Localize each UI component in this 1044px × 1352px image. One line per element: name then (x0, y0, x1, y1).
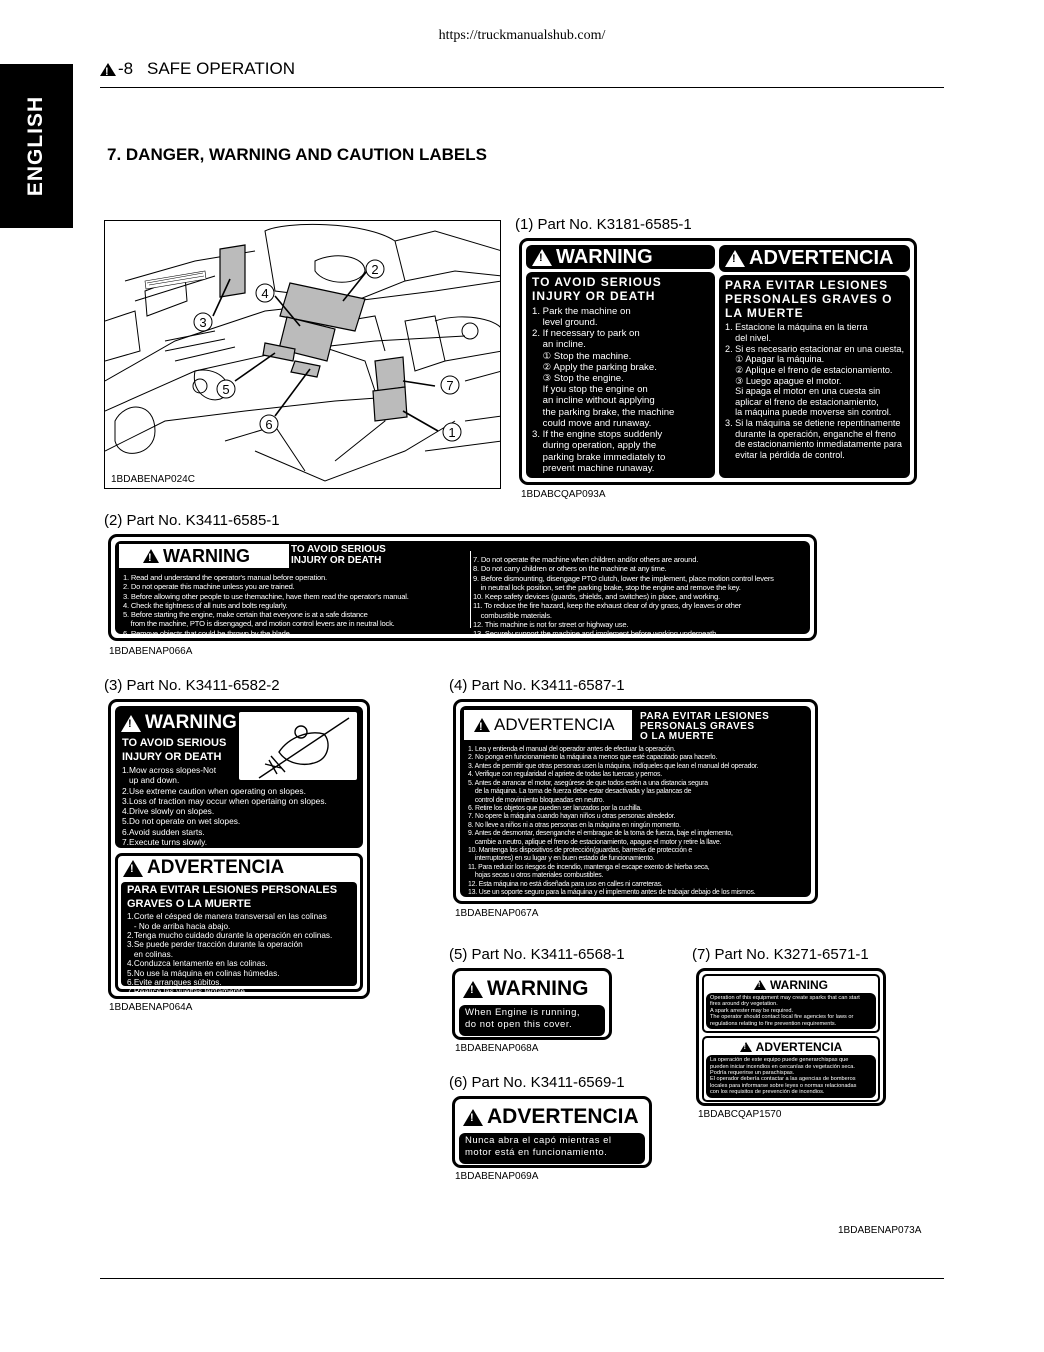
label-2-sub (291, 545, 386, 566)
text-line: interruptores) en su lugar y en buen estado de funcionamiento. (468, 855, 655, 863)
text-line: 3.Loss of traction may occur when opertaing on slopes. (122, 795, 327, 806)
label-6 (452, 1096, 652, 1168)
text-line: 6. Remove objects that could be thrown by the blade. (123, 628, 292, 638)
callout-5: 5 (222, 382, 230, 397)
text-line: A spark arrester may be required. (710, 1007, 794, 1014)
label-1-en-lines (532, 306, 709, 474)
text-line: 1. Estacione la máquina en la tierra (725, 322, 868, 333)
label-3-caption: (3) Part No. K3411-6582-2 (104, 677, 280, 694)
label-4-code: 1BDABENAP067A (455, 908, 539, 919)
text-line: del nivel. (725, 333, 772, 344)
text-line: hojas secas u otros materiales combustibles. (468, 872, 604, 880)
text-line: 3. If the engine stops suddenly (532, 429, 663, 441)
text-line: 4.Drive slowly on slopes. (122, 806, 215, 817)
label-5-header-text: WARNING (487, 977, 589, 1000)
page-number (100, 59, 133, 79)
text-line: 9. Before dismounting, disengage PTO clutch, lower the implement, place motion control levers (473, 573, 774, 583)
label-3-en-sub1: TO AVOID SERIOUS (122, 737, 227, 749)
label-5-line2: do not open this cover. (465, 1019, 573, 1031)
text-line: 10. Keep safety devices (guards, shields, and switches) in place, and working. (473, 592, 720, 601)
warning-triangle-icon (463, 1109, 483, 1126)
text-line: Operation of this equipment may create sparks that can start (710, 995, 860, 1001)
label-7-es-header (704, 1038, 878, 1055)
label-1-en-header-text: WARNING (556, 245, 653, 268)
text-line: 2. Do not operate this machine unless you are trained. (123, 582, 295, 592)
text-line: during operation, apply the (532, 440, 657, 452)
label-7-es-panel (702, 1036, 880, 1102)
label-6-header (459, 1103, 645, 1131)
label-6-header-text: ADVERTENCIA (487, 1105, 639, 1128)
label-2 (108, 534, 817, 641)
text-line: 11. To reduce the fire hazard, keep the exhaust clear of dry grass, dry leaves or other (473, 601, 742, 611)
label-3-en-text (122, 738, 362, 847)
label-2-sub-line1: TO AVOID SERIOUS (291, 544, 386, 555)
label-1-code: 1BDABCQAP093A (521, 489, 606, 500)
callout-3: 3 (199, 315, 207, 330)
label-3-es-sub2: GRAVES O LA MUERTE (127, 897, 252, 910)
label-6-line1: Nunca abra el capó mientras el (465, 1135, 612, 1146)
text-line: an incline. (532, 339, 586, 351)
warning-triangle-icon (463, 981, 483, 998)
page-number-text: -8 (118, 59, 134, 78)
page-code: 1BDABENAP073A (838, 1225, 922, 1236)
text-line: evitar la pérdida de control. (725, 449, 845, 460)
label-7-en-header-text: WARNING (770, 977, 828, 992)
text-line: The operator should contact local fire agencies for laws or (710, 1014, 854, 1021)
text-line: parking brake immediately to (532, 451, 666, 463)
text-line: 3. Antes de permitir que otras personas usen la máquina, indíqueles que lean el manual del operador. (468, 762, 759, 770)
source-url: https://truckmanualshub.com/ (438, 28, 606, 43)
text-line: de la máquina. La toma de fuerza debe estar desactivada y las palancas de (468, 788, 692, 796)
text-line: 5. Before starting the engine, make certain that everyone is at a safe distance (123, 610, 368, 619)
label-6-line2: motor está en funcionamiento. (465, 1147, 608, 1159)
callout-2: 2 (371, 262, 379, 277)
label-2-header (119, 544, 289, 568)
label-3-code: 1BDABENAP064A (109, 1002, 193, 1013)
label-3-en-header-text: WARNING (145, 712, 237, 733)
label-3-en-header (121, 712, 237, 734)
label-1-es-header-text: ADVERTENCIA (749, 247, 894, 269)
label-5-code: 1BDABENAP068A (455, 1043, 539, 1054)
section-title: 7. DANGER, WARNING AND CAUTION LABELS (107, 145, 487, 164)
text-line: 3. Before allowing other people to use themachine, have them read the operator's manual. (123, 591, 409, 601)
warning-triangle-icon (474, 718, 490, 732)
text-line: 2.Use extreme caution when operating on slopes. (122, 785, 306, 796)
text-line: combustible materials. (473, 610, 552, 620)
text-line: durante la operación, enganche el freno (725, 428, 896, 439)
label-3 (108, 699, 370, 999)
text-line: 11. Para reducir los riesgos de incendio, mantenga el escape exento de hierba seca, (468, 863, 710, 871)
label-4-sub-line1: PARA EVITAR LESIONES (640, 711, 770, 722)
warning-triangle-icon (123, 860, 143, 877)
text-line: 1. Park the machine on (532, 305, 631, 317)
warning-triangle-icon (100, 63, 116, 76)
text-line: If you stop the engine on (532, 384, 648, 396)
text-line: 3.Se puede perder tracción durante la operación (127, 940, 303, 950)
label-3-es-sub1: PARA EVITAR LESIONES PERSONALES (127, 884, 338, 896)
text-line: 1. Lea y entienda el manual del operador antes de efectuar la operación. (468, 746, 676, 753)
text-line: ② Apply the parking brake. (532, 361, 657, 373)
language-tab (0, 64, 73, 228)
label-3-es-header-text: ADVERTENCIA (147, 857, 285, 878)
label-1 (519, 238, 917, 485)
text-line: 1.Mow across slopes-Not (122, 765, 217, 776)
label-7-es-lines (706, 1055, 876, 1098)
text-line: 5. Antes de arrancar el motor, asegúrese de que todos estén a una distancia segura (468, 779, 708, 787)
label-5-caption: (5) Part No. K3411-6568-1 (449, 946, 625, 963)
label-7-es-header-text: ADVERTENCIA (755, 1039, 843, 1054)
label-4-lines (468, 746, 805, 898)
label-7-en-panel (702, 974, 880, 1033)
label-1-es-body (719, 275, 910, 478)
label-3-es-panel (115, 853, 363, 997)
label-7-caption: (7) Part No. K3271-6571-1 (692, 946, 869, 963)
text-line: 10. Mantenga los dispositivos de protección(guardas, barreras de protección e (468, 847, 692, 855)
label-2-header-text: WARNING (163, 545, 250, 566)
label-1-en-sub: TO AVOID SERIOUS INJURY OR DEATH (532, 275, 662, 303)
warning-triangle-icon (754, 980, 766, 990)
label-4-sub-line3: O LA MUERTE (640, 731, 715, 742)
text-line: 1. Read and understand the operator's manual before operation. (123, 573, 327, 582)
label-1-en-body (526, 272, 715, 478)
label-5 (452, 968, 612, 1040)
text-line: could move and runaway. (532, 417, 652, 429)
label-7 (696, 968, 886, 1106)
label-1-es-sub: PARA EVITAR LESIONES PERSONALES GRAVES O LA MUERTE (725, 278, 893, 320)
label-2-sub-line2: INJURY OR DEATH (291, 554, 382, 566)
page-header (100, 58, 944, 88)
text-line: locales para informarse sobre leyes o normas relacionadas (710, 1082, 857, 1089)
text-line: in neutral lock position, set the parking brake, stop the engine and remove the key. (473, 582, 741, 592)
warning-triangle-icon (725, 250, 745, 267)
text-line: El operador debería contactar a las agencias de bomberos (710, 1076, 856, 1083)
label-location-figure (104, 220, 501, 489)
label-7-en-lines (706, 993, 876, 1029)
label-6-code: 1BDABENAP069A (455, 1171, 539, 1182)
text-line: 8. No lleve a niños ni a otras personas en la máquina en ningún momento. (468, 821, 681, 829)
warning-triangle-icon (532, 249, 552, 266)
label-3-es-lines (127, 912, 351, 997)
text-line: ① Stop the machine. (532, 350, 632, 362)
label-1-es-lines (725, 322, 904, 460)
footer-rule (100, 1278, 944, 1279)
text-line: ② Aplique el freno de estacionamiento. (725, 364, 893, 375)
text-line: pueden iniciar incendios en cercanías de vegetación seca. (710, 1063, 855, 1070)
label-6-body (459, 1133, 645, 1164)
section-name: SAFE OPERATION (147, 59, 295, 78)
label-3-es-header (118, 856, 360, 880)
text-line: 6.Evite arranques súbitos. (127, 978, 222, 988)
text-line: la máquina puede moverse sin control. (725, 407, 892, 418)
callout-7: 7 (446, 378, 454, 393)
text-line: aplicar el freno de estacionamiento, (725, 396, 879, 407)
text-line: 3. Si la máquina se detiene repentinamente (725, 418, 901, 429)
callout-4: 4 (261, 286, 269, 301)
mower-illustration (105, 221, 501, 489)
text-line: ③ Stop the engine. (532, 373, 624, 385)
label-2-right-lines (473, 555, 813, 638)
label-2-divider (470, 551, 471, 628)
text-line: from the machine, PTO is disengaged, and motion control levers are in neutral lock. (123, 619, 395, 629)
text-line: de estacionamiento inmediatamente para (725, 439, 902, 450)
label-3-es-body (121, 882, 357, 997)
text-line: the parking brake, the machine (532, 406, 675, 418)
text-line: 6. Retire los objetos que pueden ser lanzados por la cuchilla. (468, 804, 642, 812)
text-line: an incline without applying (532, 395, 655, 407)
label-4-header-text: ADVERTENCIA (494, 715, 615, 734)
label-3-en-lines (122, 765, 362, 847)
text-line: 2.Tenga mucho cuidado durante la operación en colinas. (127, 930, 333, 940)
text-line: prevent machine runaway. (532, 462, 655, 474)
figure-code: 1BDABENAP024C (111, 474, 195, 485)
text-line: 4.Conduzca lentamente en las colinas. (127, 959, 268, 969)
text-line: Podría requerirse un parachispas. (710, 1069, 795, 1076)
label-2-code: 1BDABENAP066A (109, 646, 193, 657)
label-4-sub-line2: PERSONALS GRAVES (640, 721, 755, 732)
label-4 (453, 699, 818, 904)
label-3-en-panel (115, 706, 363, 848)
text-line: up and down. (122, 775, 180, 786)
text-line: 8. Do not carry children or others on the machine at any time. (473, 564, 667, 574)
text-line: 7. No opere la máquina cuando hayan niños u otras personas alrededor. (468, 813, 676, 821)
warning-triangle-icon (143, 549, 159, 563)
warning-triangle-icon (740, 1042, 752, 1052)
text-line: 7.Realice las vueltas lentamente. (127, 987, 248, 997)
label-5-body (459, 1005, 605, 1036)
text-line: 12. This machine is not for street or highway use. (473, 619, 629, 629)
label-4-sub (640, 712, 769, 742)
label-4-caption: (4) Part No. K3411-6587-1 (449, 677, 625, 694)
label-1-caption: (1) Part No. K3181-6585-1 (515, 216, 692, 233)
text-line: level ground. (532, 316, 598, 328)
label-7-en-header (704, 976, 878, 993)
text-line: - No de arriba hacia abajo. (127, 921, 231, 931)
text-line: 4. Check the tightness of all nuts and bolts regularly. (123, 600, 288, 610)
text-line: 12. Esta máquina no está diseñada para uso en calles ni carreteras. (468, 880, 663, 888)
text-line: 13. Securely support the machine and implement before working underneath. (473, 629, 719, 638)
text-line: 2. No ponga en funcionamiento la máquina a menos que esté capacitado para hacerlo. (468, 754, 718, 762)
label-5-line1: When Engine is running, (465, 1007, 581, 1018)
text-line: cambie a neutro, aplique el freno de estacionamiento, apague el motor y retire la llave. (468, 838, 722, 846)
text-line: Si apaga el motor en una cuesta sin (725, 386, 881, 397)
label-1-es-header (719, 245, 910, 272)
text-line: 13. Use un soporte seguro para la máquina y el implemento antes de trabajar debajo de los mismos. (468, 889, 756, 897)
text-line: ① Apagar la máquina. (725, 354, 825, 365)
text-line: 6.Avoid sudden starts. (122, 826, 205, 837)
text-line: control de movimiento bloqueadas en neutro. (468, 796, 605, 804)
text-line: 7.Execute turns slowly. (122, 836, 208, 847)
text-line: 1.Corte el césped de manera transversal en las colinas (127, 912, 327, 922)
text-line: fires around dry vegetation. (710, 1001, 778, 1008)
text-line: La operación de este equipo puede generarchispas que (710, 1057, 849, 1064)
text-line: 2. If necessary to park on (532, 328, 640, 340)
label-4-header (464, 710, 632, 740)
text-line: en colinas. (127, 949, 173, 959)
text-line: regulations relating to fire prevention requirements. (710, 1020, 837, 1027)
text-line: 2. Si es necesario estacionar en una cuesta, (725, 343, 904, 354)
language-tab-label: ENGLISH (24, 95, 47, 197)
label-3-en-sub2: INJURY OR DEATH (122, 750, 222, 763)
label-5-header (459, 975, 605, 1003)
label-6-caption: (6) Part No. K3411-6569-1 (449, 1074, 625, 1091)
label-2-caption: (2) Part No. K3411-6585-1 (104, 512, 280, 529)
text-line: con los requisitos de prevención de incendios. (710, 1089, 825, 1096)
text-line: 5.No use la máquina en colinas húmedas. (127, 968, 280, 978)
text-line: 9. Antes de desmontar, desenganche el embrague de la toma de fuerza, baje el implemento, (468, 830, 733, 838)
text-line: ③ Luego apague el motor. (725, 375, 842, 386)
warning-triangle-icon (121, 715, 141, 732)
text-line: 7. Do not operate the machine when children and/or others are around. (473, 555, 699, 564)
label-2-left-lines (123, 573, 468, 638)
text-line: 4. Verifique con regularidad el apriete de todas las tuercas y pernos. (468, 771, 662, 779)
callout-1: 1 (448, 425, 456, 440)
callout-6: 6 (265, 417, 273, 432)
text-line: 5.Do not operate on wet slopes. (122, 816, 241, 827)
label-1-en-header (526, 245, 715, 269)
label-7-code: 1BDABCQAP1570 (698, 1109, 782, 1120)
